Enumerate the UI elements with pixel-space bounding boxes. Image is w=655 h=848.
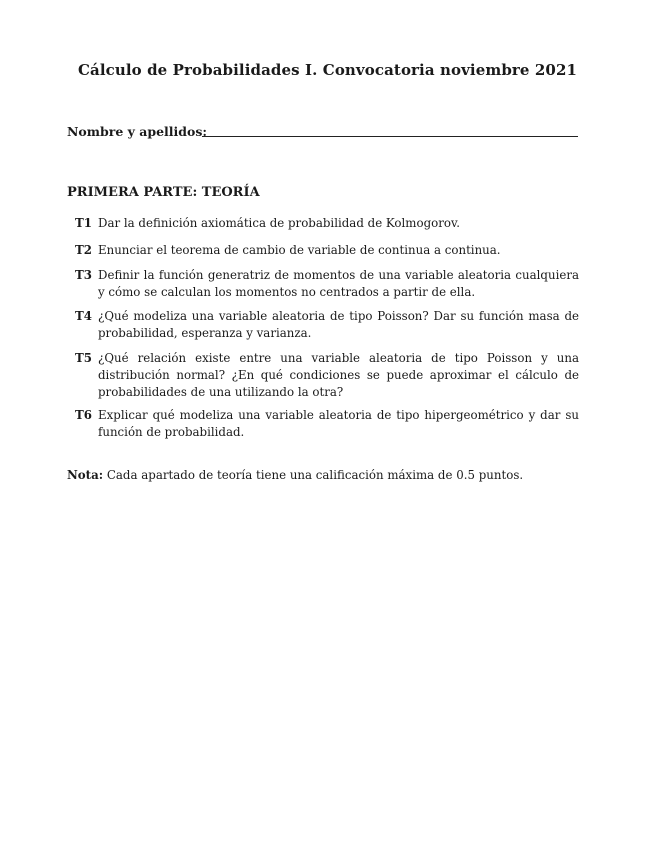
question-number: T4 <box>75 309 92 323</box>
question-text: ¿Qué relación existe entre una variable aleatoria de tipo Poisson y una distribución normal? ¿En qué condiciones se puede aproximar el cálculo de probabilidades de una utilizando la otra? <box>98 351 579 399</box>
note-text: Cada apartado de teoría tiene una calificación máxima de 0.5 puntos. <box>106 468 524 482</box>
note-label: Nota: <box>67 468 104 482</box>
grading-note <box>67 467 579 484</box>
name-field <box>67 124 579 144</box>
question-number: T2 <box>75 243 92 257</box>
question-number: T3 <box>75 268 92 282</box>
question-text: Explicar qué modeliza una variable aleatoria de tipo hipergeométrico y dar su función de probabilidad. <box>98 408 579 439</box>
question-text: Dar la definición axiomática de probabilidad de Kolmogorov. <box>98 216 460 230</box>
question-number: T5 <box>75 351 92 365</box>
question-text: ¿Qué modeliza una variable aleatoria de tipo Poisson? Dar su función masa de probabilidad, esperanza y varianza. <box>98 309 579 340</box>
section-heading: PRIMERA PARTE: TEORÍA <box>67 185 260 200</box>
question-number: T1 <box>75 216 92 230</box>
name-field-label: Nombre y apellidos: <box>67 124 208 139</box>
question-text: Enunciar el teorema de cambio de variable de continua a continua. <box>98 243 501 257</box>
page-title: Cálculo de Probabilidades I. Convocatoria noviembre 2021 <box>77 61 578 79</box>
name-field-line <box>202 136 578 137</box>
question-number: T6 <box>75 408 92 422</box>
question-text: Definir la función generatriz de momentos de una variable aleatoria cualquiera y cómo se calculan los momentos no centrados a partir de ella. <box>98 268 579 299</box>
